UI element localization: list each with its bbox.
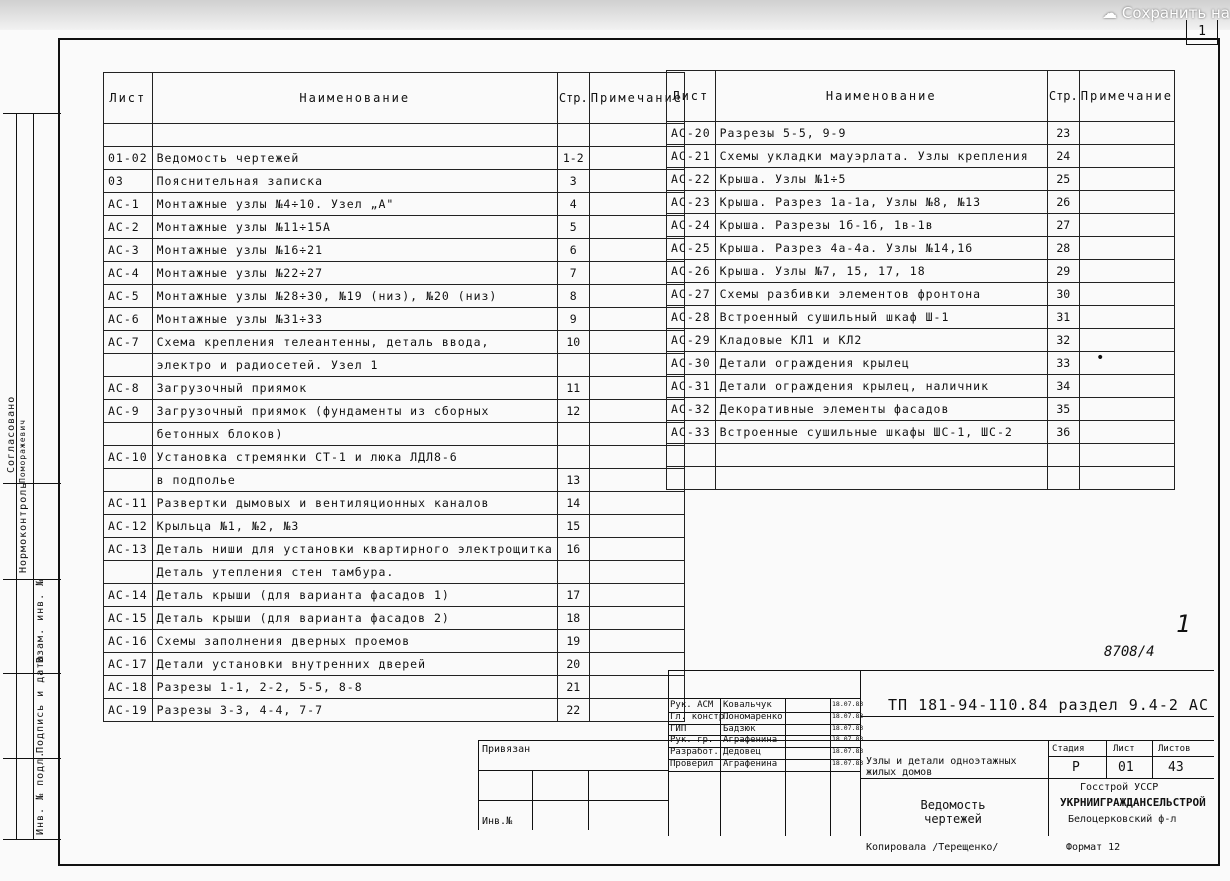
cell-page: 34	[1047, 375, 1079, 398]
table-row	[667, 375, 1175, 398]
cell-name: Пояснительная записка	[152, 170, 557, 193]
table-row	[104, 423, 685, 446]
sheet-title: Ведомость чертежей	[920, 798, 986, 826]
project-code: ТП 181-94-110.84 раздел 9.4-2 АС	[888, 696, 1209, 714]
cell-sheet: АС-12	[104, 515, 153, 538]
cell-page: 36	[1047, 421, 1079, 444]
cell-name: Деталь ниши для установки квартирного электрощитка	[152, 538, 557, 561]
cell-page	[557, 446, 589, 469]
cell-sheet: АС-18	[104, 676, 153, 699]
cell-page: 33	[1047, 352, 1079, 375]
cell-page: 15	[557, 515, 589, 538]
table-row	[667, 444, 1175, 467]
cell-page: 6	[557, 239, 589, 262]
header-page: Стр.	[557, 73, 589, 124]
cell-page: 5	[557, 216, 589, 239]
cell-name: Деталь утепления стен тамбура.	[152, 561, 557, 584]
role-date: 18.07.83	[832, 747, 864, 756]
cell-note	[1079, 283, 1174, 306]
cell-page: 14	[557, 492, 589, 515]
table-row	[667, 306, 1175, 329]
cell-name: Разрезы 1-1, 2-2, 5-5, 8-8	[152, 676, 557, 699]
norm-control-sign: Поморажевич	[18, 419, 27, 483]
approval-strip	[3, 113, 61, 840]
cell-page: 19	[557, 630, 589, 653]
cell-name: Встроенный сушильный шкаф Ш-1	[715, 306, 1047, 329]
cell-name: Крыша. Разрез 4а-4а. Узлы №14,16	[715, 237, 1047, 260]
cell-name: Крыша. Узлы №7, 15, 17, 18	[715, 260, 1047, 283]
cell-page: 32	[1047, 329, 1079, 352]
inv-no-label: Инв.№	[482, 816, 513, 827]
cell-sheet: АС-27	[667, 283, 716, 306]
cell-name: Крыльца №1, №2, №3	[152, 515, 557, 538]
role-date: 18.07.83	[832, 723, 864, 732]
cell-page: 7	[557, 262, 589, 285]
cell-sheet: АС-25	[667, 237, 716, 260]
table-row	[667, 467, 1175, 490]
role-date: 18.07.83	[832, 700, 864, 708]
cell-name: Крыша. Разрез 1а-1а, Узлы №8, №13	[715, 191, 1047, 214]
cell-note	[1079, 260, 1174, 283]
role-name: Ковальчук	[723, 700, 772, 710]
cell-name: Детали установки внутренних дверей	[152, 653, 557, 676]
cell-page: 35	[1047, 398, 1079, 421]
cell-sheet: АС-6	[104, 308, 153, 331]
header-note: Примечание	[1079, 71, 1174, 122]
cell-name: Детали ограждения крылец, наличник	[715, 375, 1047, 398]
cell-sheet: АС-17	[104, 653, 153, 676]
cell-page: 25	[1047, 168, 1079, 191]
cell-page: 12	[557, 400, 589, 423]
privyazan-label: Привязан	[482, 744, 531, 755]
cell-page: 17	[557, 584, 589, 607]
cell-page: 18	[557, 607, 589, 630]
header-sheet: Лист	[104, 73, 153, 124]
table-row	[667, 283, 1175, 306]
cell-sheet: АС-14	[104, 584, 153, 607]
table-row	[667, 168, 1175, 191]
cell-page: 9	[557, 308, 589, 331]
cell-name: Встроенные сушильные шкафы ШС-1, ШС-2	[715, 421, 1047, 444]
signature-date-label: Подпись и дата	[35, 654, 46, 753]
cell-name: Монтажные узлы №4÷10. Узел „А"	[152, 193, 557, 216]
table-row	[104, 492, 685, 515]
role-label: Рук. АСМ	[670, 700, 714, 710]
cell-page: 20	[557, 653, 589, 676]
list-value: 01	[1118, 760, 1134, 775]
cell-page: 1-2	[557, 147, 589, 170]
table-row	[667, 398, 1175, 421]
cell-name: бетонных блоков)	[152, 423, 557, 446]
cell-note	[1079, 421, 1174, 444]
cell-sheet: АС-32	[667, 398, 716, 421]
cell-name: Крыша. Узлы №1÷5	[715, 168, 1047, 191]
table-row	[104, 515, 685, 538]
cell-name: Крыша. Разрезы 1б-1б, 1в-1в	[715, 214, 1047, 237]
table-row	[104, 147, 685, 170]
cell-name: электро и радиосетей. Узел 1	[152, 354, 557, 377]
cell-name: Монтажные узлы №16÷21	[152, 239, 557, 262]
table-row	[667, 237, 1175, 260]
cell-page: 28	[1047, 237, 1079, 260]
table-row	[104, 400, 685, 423]
cell-page: 11	[557, 377, 589, 400]
header-note: Примечание	[589, 73, 684, 124]
cell-page	[557, 561, 589, 584]
table-row	[104, 561, 685, 584]
listov-label: Листов	[1158, 744, 1191, 754]
cell-sheet: АС-21	[667, 145, 716, 168]
cell-page: 10	[557, 331, 589, 354]
cell-name: Загрузочный приямок	[152, 377, 557, 400]
role-name: Пономаренко	[723, 711, 783, 722]
cell-page: 22	[557, 699, 589, 722]
header-name: Наименование	[715, 71, 1047, 122]
cell-note	[1079, 467, 1174, 490]
table-row	[104, 377, 685, 400]
table-row	[104, 285, 685, 308]
table-row	[104, 308, 685, 331]
cell-sheet: АС-8	[104, 377, 153, 400]
table-row	[104, 538, 685, 561]
cell-note	[1079, 352, 1174, 375]
bullet-mark: •	[1096, 350, 1105, 366]
cell-note	[1079, 375, 1174, 398]
cell-note	[589, 584, 684, 607]
role-label: ГИП	[670, 723, 687, 734]
role-date: 18.07.83	[832, 759, 864, 767]
cell-name: Монтажные узлы №31÷33	[152, 308, 557, 331]
cell-sheet: АС-24	[667, 214, 716, 237]
role-date: 18.07.83	[832, 735, 864, 744]
cell-sheet: 01-02	[104, 147, 153, 170]
cell-sheet: АС-26	[667, 260, 716, 283]
cell-sheet: АС-11	[104, 492, 153, 515]
cell-name	[152, 124, 557, 147]
table-row	[667, 122, 1175, 145]
header-name: Наименование	[152, 73, 557, 124]
table-row	[667, 421, 1175, 444]
cell-page: 3	[557, 170, 589, 193]
cell-sheet: АС-19	[104, 699, 153, 722]
cell-note	[589, 630, 684, 653]
doc-mark: 8708/4	[1104, 644, 1155, 660]
org-line-2: УКРНИИГРАЖДАНСЕЛЬСТРОЙ	[1060, 796, 1206, 809]
header-page: Стр.	[1047, 71, 1079, 122]
role-name: Аграфенина	[723, 735, 778, 746]
cell-name	[715, 467, 1047, 490]
table-row	[104, 469, 685, 492]
cell-sheet: АС-16	[104, 630, 153, 653]
approved-label: Согласовано	[6, 395, 17, 473]
cell-page: 23	[1047, 122, 1079, 145]
table-row	[667, 191, 1175, 214]
cell-name: Схемы укладки мауэрлата. Узлы крепления	[715, 145, 1047, 168]
title-block	[668, 670, 1214, 860]
cell-sheet: АС-9	[104, 400, 153, 423]
cell-name: Ведомость чертежей	[152, 147, 557, 170]
table-row	[104, 607, 685, 630]
list-label: Лист	[1113, 744, 1135, 754]
table-row	[104, 170, 685, 193]
stadia-value: Р	[1072, 760, 1080, 775]
header-sheet: Лист	[667, 71, 716, 122]
role-name: Аграфенина	[723, 759, 778, 769]
cell-sheet: АС-15	[104, 607, 153, 630]
drawings-list-right	[666, 70, 1175, 490]
cell-page	[557, 423, 589, 446]
role-label: Проверил	[670, 759, 714, 769]
cell-sheet: АС-29	[667, 329, 716, 352]
org-line-1: Госстрой УССР	[1080, 782, 1159, 793]
cell-page: 21	[557, 676, 589, 699]
corner-page-number: 1	[1186, 20, 1218, 45]
cell-page: 16	[557, 538, 589, 561]
cell-sheet: АС-30	[667, 352, 716, 375]
cell-page: 8	[557, 285, 589, 308]
table-row	[667, 329, 1175, 352]
table-row	[104, 676, 685, 699]
cell-note	[589, 607, 684, 630]
cell-sheet	[104, 354, 153, 377]
cell-note	[1079, 444, 1174, 467]
cell-page	[557, 354, 589, 377]
project-title: Узлы и детали одноэтажных жилых домов	[866, 756, 1017, 778]
save-label: Сохранить на	[1121, 4, 1230, 22]
stadia-label: Стадия	[1052, 744, 1085, 754]
cell-sheet: АС-33	[667, 421, 716, 444]
table-row	[104, 584, 685, 607]
cell-note	[1079, 191, 1174, 214]
table-row	[104, 630, 685, 653]
cell-name: Схемы заполнения дверных проемов	[152, 630, 557, 653]
norm-control-label: Нормоконтроль	[18, 481, 29, 573]
cell-sheet: АС-10	[104, 446, 153, 469]
cell-sheet: 03	[104, 170, 153, 193]
cell-note	[1079, 306, 1174, 329]
cell-page	[1047, 467, 1079, 490]
table-row	[104, 193, 685, 216]
cell-sheet: АС-7	[104, 331, 153, 354]
table-row	[104, 354, 685, 377]
cell-name: Загрузочный приямок (фундаменты из сборных	[152, 400, 557, 423]
cell-sheet: АС-1	[104, 193, 153, 216]
cell-name: Установка стремянки СТ-1 и люка ЛДЛ8-6	[152, 446, 557, 469]
cell-name: Деталь крыши (для варианта фасадов 2)	[152, 607, 557, 630]
cell-sheet	[667, 444, 716, 467]
role-label: Гл. констр.	[670, 711, 730, 722]
cell-page: 4	[557, 193, 589, 216]
inv-original-label: Инв. № подл.	[35, 750, 46, 835]
handwritten-number: 1	[1176, 610, 1191, 638]
table-row	[104, 216, 685, 239]
cell-sheet: АС-5	[104, 285, 153, 308]
cell-sheet	[104, 561, 153, 584]
cell-note	[589, 538, 684, 561]
drawing-sheet	[0, 10, 1230, 881]
cell-name: в подполье	[152, 469, 557, 492]
cell-name: Монтажные узлы №22÷27	[152, 262, 557, 285]
cell-page: 24	[1047, 145, 1079, 168]
cloud-icon: ☁	[1102, 4, 1118, 22]
cell-name: Разрезы 5-5, 9-9	[715, 122, 1047, 145]
cell-sheet	[104, 469, 153, 492]
cell-sheet: АС-31	[667, 375, 716, 398]
cell-page: 13	[557, 469, 589, 492]
copied-by: Копировала /Терещенко/	[866, 842, 999, 853]
cell-note	[1079, 122, 1174, 145]
cell-note	[1079, 145, 1174, 168]
table-row	[104, 653, 685, 676]
table-row	[104, 446, 685, 469]
table-header	[667, 71, 1175, 122]
listov-value: 43	[1168, 760, 1184, 775]
role-date: 18.07.83	[832, 711, 864, 720]
cell-sheet	[104, 124, 153, 147]
table-header	[104, 73, 685, 124]
cell-page: 30	[1047, 283, 1079, 306]
role-label: Разработ.	[670, 747, 719, 758]
cell-page	[1047, 444, 1079, 467]
cell-sheet: АС-13	[104, 538, 153, 561]
cell-page: 31	[1047, 306, 1079, 329]
table-row	[104, 239, 685, 262]
cell-sheet	[104, 423, 153, 446]
cell-page	[557, 124, 589, 147]
drawings-list-left	[103, 72, 685, 722]
cell-name: Монтажные узлы №28÷30, №19 (низ), №20 (низ)	[152, 285, 557, 308]
cell-name: Деталь крыши (для варианта фасадов 1)	[152, 584, 557, 607]
table-row	[104, 699, 685, 722]
role-name: Бадзюк	[723, 723, 756, 734]
cell-name: Кладовые КЛ1 и КЛ2	[715, 329, 1047, 352]
cell-sheet: АС-4	[104, 262, 153, 285]
cell-name: Декоративные элементы фасадов	[715, 398, 1047, 421]
cell-sheet: АС-2	[104, 216, 153, 239]
format-label: Формат 12	[1066, 842, 1121, 853]
cell-note	[589, 561, 684, 584]
role-label: Рук. гр.	[670, 735, 714, 746]
table-row	[104, 124, 685, 147]
cell-name: Монтажные узлы №11÷15А	[152, 216, 557, 239]
cell-sheet: АС-3	[104, 239, 153, 262]
org-line-3: Белоцерковский ф-л	[1068, 814, 1177, 825]
cell-sheet	[667, 467, 716, 490]
cell-sheet: АС-28	[667, 306, 716, 329]
cell-note	[1079, 237, 1174, 260]
table-row	[667, 214, 1175, 237]
cell-note	[589, 515, 684, 538]
cell-name: Разрезы 3-3, 4-4, 7-7	[152, 699, 557, 722]
cell-note	[1079, 398, 1174, 421]
replace-inv-label: Взам. инв. №	[35, 578, 46, 663]
cell-sheet: АС-20	[667, 122, 716, 145]
cell-page: 26	[1047, 191, 1079, 214]
cell-sheet: АС-23	[667, 191, 716, 214]
cell-note	[1079, 214, 1174, 237]
table-row	[104, 262, 685, 285]
cell-name: Схема крепления телеантенны, деталь ввода,	[152, 331, 557, 354]
cell-page: 29	[1047, 260, 1079, 283]
table-row	[667, 260, 1175, 283]
cell-name	[715, 444, 1047, 467]
cell-note	[589, 492, 684, 515]
cell-name: Схемы разбивки элементов фронтона	[715, 283, 1047, 306]
cell-name: Детали ограждения крылец	[715, 352, 1047, 375]
cell-name: Развертки дымовых и вентиляционных каналов	[152, 492, 557, 515]
table-row	[104, 331, 685, 354]
cell-sheet: АС-22	[667, 168, 716, 191]
role-name: Дедовец	[723, 747, 761, 758]
cell-note	[1079, 168, 1174, 191]
table-row	[667, 145, 1175, 168]
cell-page: 27	[1047, 214, 1079, 237]
cell-note	[1079, 329, 1174, 352]
